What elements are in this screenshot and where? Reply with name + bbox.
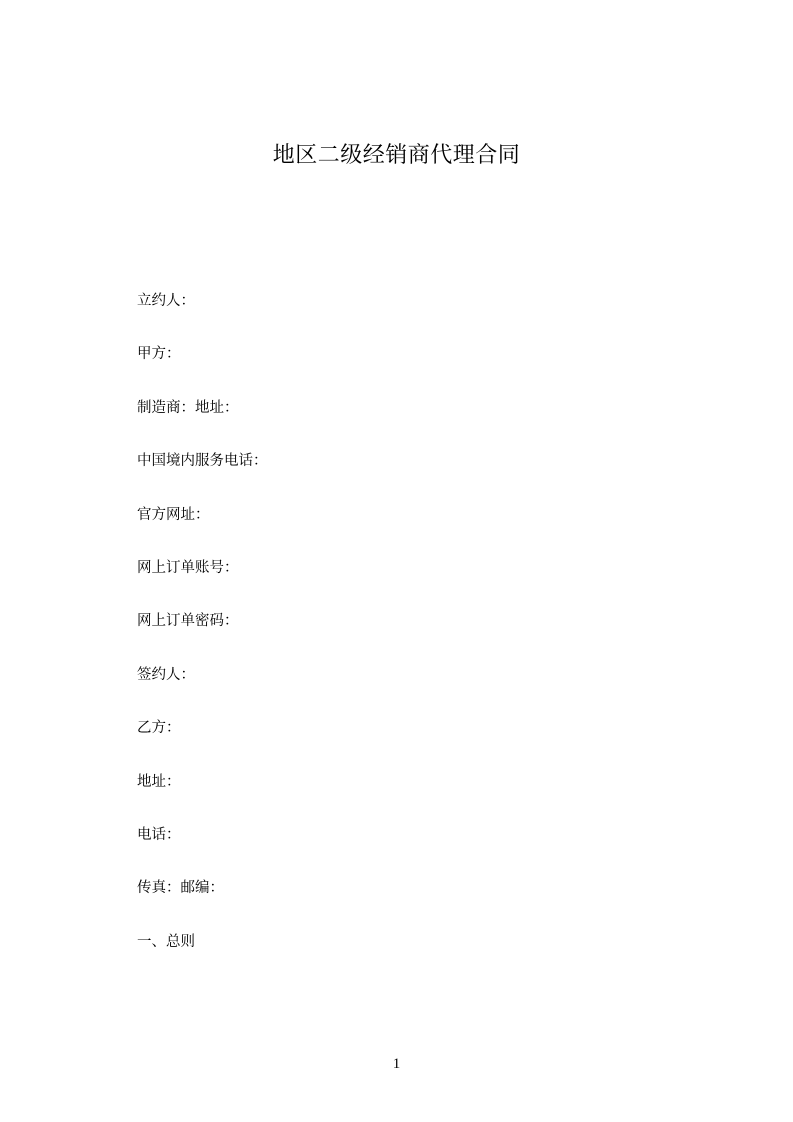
signer-label: 签约人： [137, 666, 195, 683]
manufacturer-address-label: 制造商：地址： [137, 399, 239, 416]
china-service-phone-label: 中国境内服务电话： [137, 453, 268, 470]
fax-postcode-label: 传真：邮编： [137, 880, 224, 897]
contract-party-fields [137, 290, 657, 984]
party-a-label: 甲方： [137, 346, 181, 363]
phone-label: 电话： [137, 826, 181, 843]
page-number: 1 [392, 1056, 401, 1072]
signatory-label: 立约人： [137, 293, 195, 309]
address-label: 地址： [137, 773, 181, 790]
official-website-label: 官方网址： [137, 506, 210, 523]
contract-title: 地区二级经销商代理合同 [272, 143, 521, 168]
online-order-password-label: 网上订单密码： [137, 613, 239, 630]
party-b-label: 乙方： [137, 720, 181, 737]
section-heading-general: 一、总则 [137, 933, 195, 950]
online-order-account-label: 网上订单账号： [137, 559, 239, 576]
